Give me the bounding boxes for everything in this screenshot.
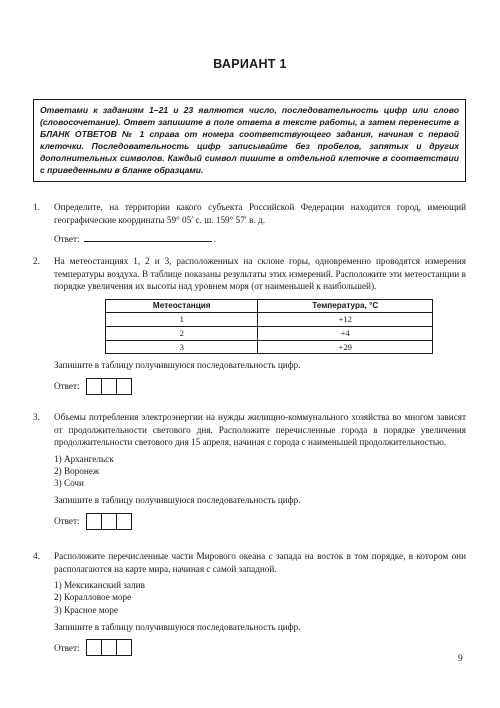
list-item: 2) Коралловое море <box>54 592 132 603</box>
answer-cell[interactable] <box>116 378 132 395</box>
answer-cells <box>86 513 132 530</box>
answer-cell[interactable] <box>86 513 102 530</box>
fill-note: Запишите в таблицу получившуюся последовательность цифр. <box>54 621 301 632</box>
table-row <box>106 313 433 327</box>
page-title: ВАРИАНТ 1 <box>213 57 287 71</box>
task-number: 4. <box>33 551 40 561</box>
table-cell: +4 <box>258 326 433 340</box>
answer-cells <box>86 378 132 395</box>
task-number: 3. <box>33 412 40 422</box>
page-number: 9 <box>458 654 463 664</box>
answer-label: Ответ: <box>54 516 80 527</box>
answer-cell[interactable] <box>101 513 117 530</box>
table-cell: 3 <box>106 340 258 354</box>
table-row <box>106 340 433 354</box>
task-4 <box>33 550 466 656</box>
list-item: 1) Архангельск <box>54 453 114 464</box>
answer-label: Ответ: <box>54 642 80 653</box>
answer-cell[interactable] <box>86 639 102 656</box>
task-text: Определите, на территории какого субъекта Российской Федерации находится город, имеющий географические координаты 59° 05′ с. ш. 159° 57′ в. д. <box>54 202 466 225</box>
answer-line <box>54 232 466 246</box>
answer-label: Ответ: <box>54 234 80 245</box>
answer-cell[interactable] <box>86 378 102 395</box>
answer-row <box>54 513 466 530</box>
options-list <box>54 579 466 616</box>
table-cell: 2 <box>106 326 258 340</box>
task-text: Расположите перечисленные части Мирового океана с запада на восток в том порядке, в котором они располагаются на карте мира, начиная с самой западной. <box>54 551 466 574</box>
answer-cell[interactable] <box>116 639 132 656</box>
table-cell: 1 <box>106 313 258 327</box>
answer-row <box>54 378 466 395</box>
answer-cell[interactable] <box>101 378 117 395</box>
task-1 <box>33 201 466 246</box>
answer-row <box>54 639 466 656</box>
table-cell: +12 <box>258 313 433 327</box>
task-text: Объемы потребления электроэнергии на нужды жилищно-коммунального хозяйства во многом зависят от продолжительности светового дня. Расположите перечисленные города в порядке увеличения продолжительности светового дня 15 апреля, начиная с города с наименьшей продолжительностью. <box>54 412 466 448</box>
table-cell: +29 <box>258 340 433 354</box>
task-number: 2. <box>33 256 40 266</box>
task-2 <box>33 255 466 395</box>
list-item: 3) Сочи <box>54 478 84 489</box>
task-number: 1. <box>33 202 40 212</box>
list-item: 3) Красное море <box>54 604 118 615</box>
answer-cell[interactable] <box>116 513 132 530</box>
answer-end: . <box>213 234 216 245</box>
table-header: Метеостанция <box>106 299 258 313</box>
table-row <box>106 326 433 340</box>
list-item: 2) Воронеж <box>54 465 100 476</box>
answer-label: Ответ: <box>54 380 80 391</box>
list-item: 1) Мексиканский залив <box>54 580 145 591</box>
meteo-table <box>105 299 433 354</box>
answer-cell[interactable] <box>101 639 117 656</box>
fill-note: Запишите в таблицу получившуюся последовательность цифр. <box>54 495 301 506</box>
task-text: На метеостанциях 1, 2 и 3, расположенных на склоне горы, одновременно проводятся измерения температуры воздуха. В таблице показаны результаты этих измерений. Расположите эти метеостанции в порядке увеличения их высоты над уровнем моря (от наименьшей к наибольшей). <box>54 256 466 292</box>
answer-cells <box>86 639 132 656</box>
answer-field[interactable] <box>84 232 212 242</box>
task-3 <box>33 411 466 530</box>
options-list <box>54 453 466 490</box>
fill-note: Запишите в таблицу получившуюся последовательность цифр. <box>54 360 301 371</box>
table-header: Температура, °С <box>258 299 433 313</box>
instructions-box: Ответами к заданиям 1–21 и 23 являются число, последовательность цифр или слово (словосочетание). Ответ запишите в поле ответа в тексте работы, а затем перенесите в БЛАНК ОТВЕТОВ № 1 справа от номера соответствующего задания, начиная с первой клеточки. Последовательность цифр записывайте без пробелов, запятых и других дополнительных символов. Каждый символ пишите в отдельной клеточке в соответствии с приведенными в бланке образцами. <box>33 99 466 182</box>
